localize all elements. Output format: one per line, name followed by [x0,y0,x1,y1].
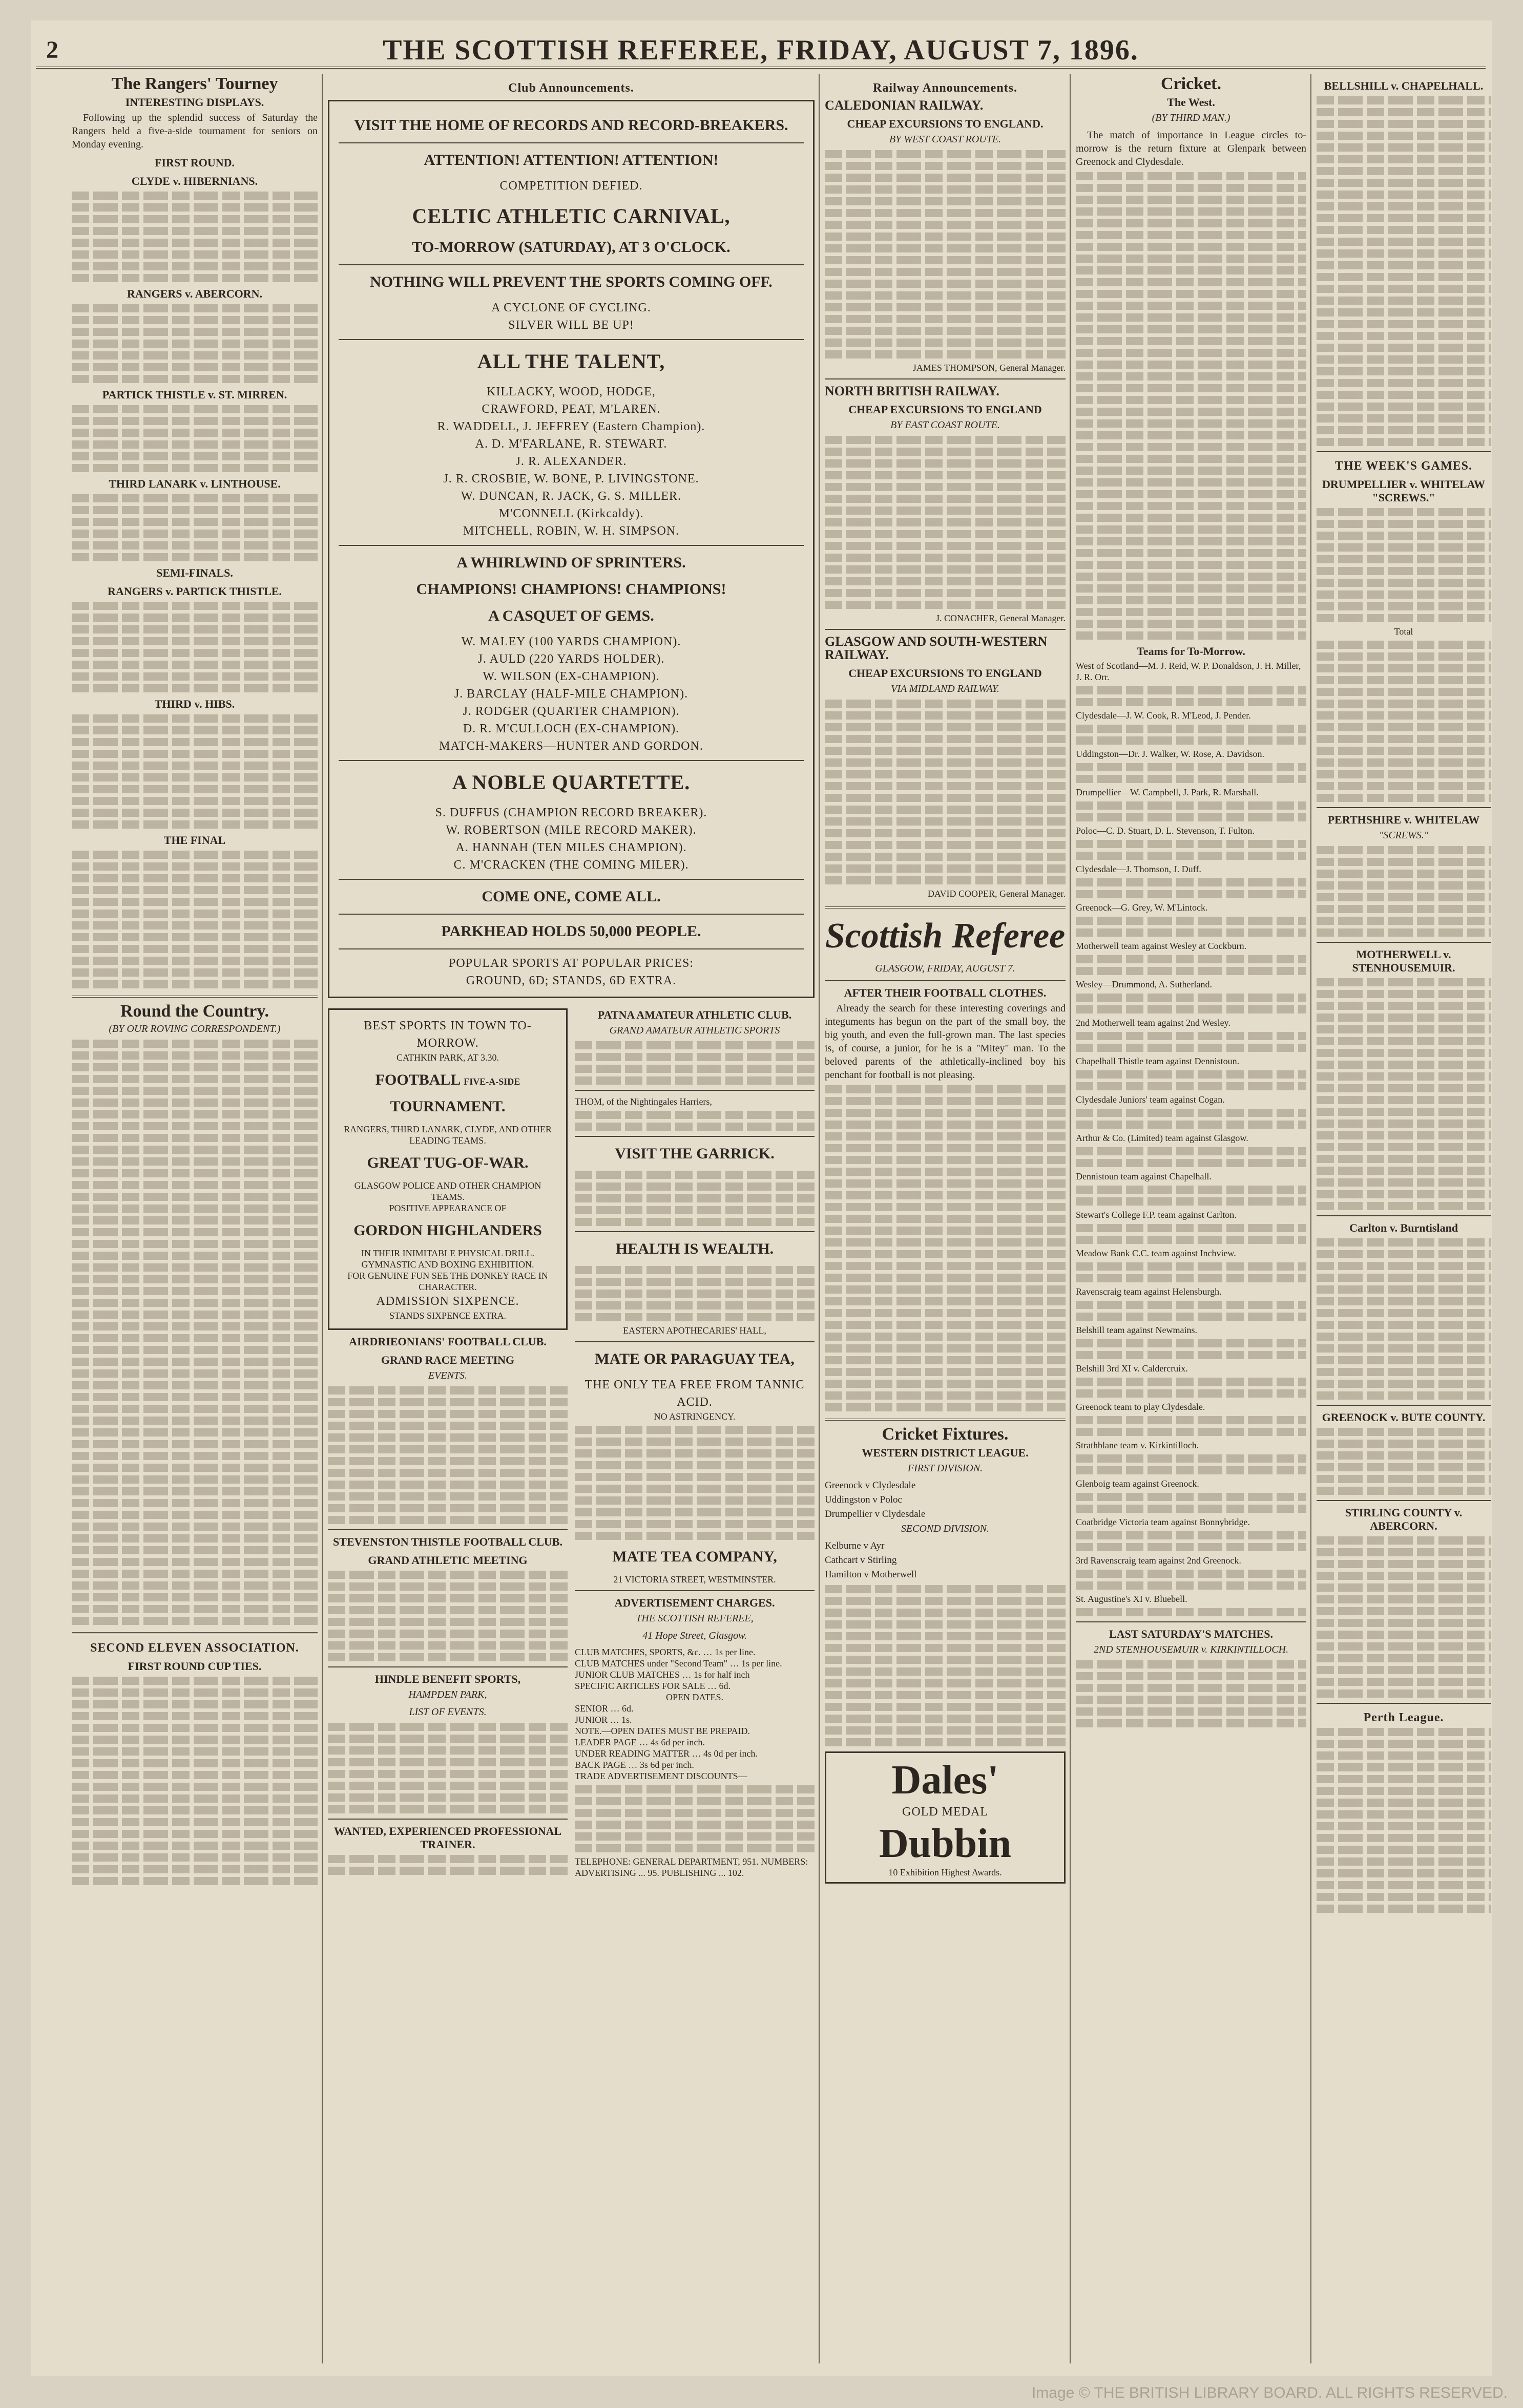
nothing-prevent: NOTHING WILL PREVENT THE SPORTS COMING OFF. [370,273,773,290]
team-entry: Clydesdale—J. W. Cook, R. M'Leod, J. Pender. [1076,710,1251,721]
drumpellier-heading: DRUMPELLIER v. WHITELAW "SCREWS." [1322,478,1486,504]
positive-appearance: POSITIVE APPEARANCE OF [389,1203,507,1213]
north-british-route: BY EAST COAST ROUTE. [890,419,1000,431]
quartet-name: S. DUFFUS (CHAMPION RECORD BREAKER). [435,806,707,819]
rate-row: SENIOR … 6d. [575,1703,634,1714]
column-rule [322,74,323,2363]
talent-name: R. WADDELL, J. JEFFREY (Eastern Champion). [437,420,705,433]
perth-league-heading: Perth League. [1363,1711,1444,1724]
team-entry: Belshill 3rd XI v. Caldercruix. [1076,1363,1188,1374]
column-railway [825,74,1066,2363]
caledonian-route: BY WEST COAST ROUTE. [889,134,1002,145]
team-entry: Ravenscraig team against Helensburgh. [1076,1286,1222,1297]
team-entry: Greenock—G. Grey, W. M'Lintock. [1076,902,1208,913]
attention-headline: ATTENTION! ATTENTION! ATTENTION! [424,152,719,168]
rate-row: JUNIOR CLUB MATCHES … 1s for half inch [575,1670,750,1680]
team-entry: Clydesdale—J. Thomson, J. Duff. [1076,864,1201,874]
round-country-heading: Round the Country. [120,1002,269,1021]
team-entry: Clydesdale Juniors' team against Cogan. [1076,1094,1225,1105]
gymnastic-line: GYMNASTIC AND BOXING EXHIBITION. [361,1259,534,1270]
rangers-tourney-subheading: INTERESTING DISPLAYS. [125,96,264,109]
rangers-intro: Following up the splendid success of Saturday the Rangers held a five-a-side tournament for seniors on Monday evening. [72,112,318,150]
rangers-tourney-heading: The Rangers' Tourney [111,74,278,93]
gem-name: W. MALEY (100 YARDS CHAMPION). [461,635,681,648]
no-astringency: NO ASTRINGENCY. [654,1411,736,1422]
motherwell-heading: MOTHERWELL v. STENHOUSEMUIR. [1352,948,1455,974]
team-entry: Meadow Bank C.C. team against Inchview. [1076,1248,1236,1258]
gem-name: MATCH-MAKERS—HUNTER AND GORDON. [439,740,703,753]
gordon-highlanders: GORDON HIGHLANDERS [353,1222,542,1239]
gold-medal-label: GOLD MEDAL [902,1805,988,1819]
newspaper-title: THE SCOTTISH REFEREE, FRIDAY, AUGUST 7, 1896. [383,34,1139,66]
talent-name: M'CONNELL (Kirkcaldy). [498,507,644,520]
round-title: SEMI-FINALS. [156,566,233,579]
quartet-name: W. ROBERTSON (MILE RECORD MAKER). [446,823,697,837]
admission-line: ADMISSION SIXPENCE. [376,1295,519,1308]
rate-row: LEADER PAGE … 4s 6d per inch. [575,1737,705,1747]
stands-line: STANDS SIXPENCE EXTRA. [389,1311,507,1321]
silver-line: SILVER WILL BE UP! [508,319,634,332]
teams-heading: Teams for To-Morrow. [1137,645,1245,658]
railway-header: Railway Announcements. [872,81,1018,95]
greenock-heading: GREENOCK v. BUTE COUNTY. [1322,1411,1486,1424]
grand-athletic-heading: GRAND ATHLETIC MEETING [368,1554,528,1567]
column-cricket [1076,74,1306,2363]
dateline: GLASGOW, FRIDAY, AUGUST 7. [875,963,1015,974]
weeks-games-heading: THE WEEK'S GAMES. [1335,459,1472,473]
cricket-intro: The match of importance in League circles to-morrow is the return fixture at Glenpark between Greenock and Clydesdale. [1076,130,1306,167]
thom-notice: THOM, of the Nightingales Harriers, [575,1096,712,1107]
health-sub: EASTERN APOTHECARIES' HALL, [623,1325,766,1336]
champions-heading: CHAMPIONS! CHAMPIONS! CHAMPIONS! [416,581,726,598]
wanted-heading: WANTED, EXPERIENCED PROFESSIONAL TRAINER. [333,1825,562,1851]
second-eleven-heading: SECOND ELEVEN ASSOCIATION. [90,1641,299,1655]
team-entry: 2nd Motherwell team against 2nd Wesley. [1076,1018,1230,1028]
gsw-route: VIA MIDLAND RAILWAY. [891,683,999,694]
garrick-heading: VISIT THE GARRICK. [615,1145,775,1162]
tournament-label: TOURNAMENT. [390,1098,506,1115]
parkhead-heading: PARKHEAD HOLDS 50,000 PEOPLE. [441,923,701,940]
first-division: FIRST DIVISION. [907,1463,983,1474]
team-entry: Motherwell team against Wesley at Cockburn. [1076,941,1247,951]
quartet-name: C. M'CRACKEN (THE COMING MILER). [453,858,689,872]
popular-sports: POPULAR SPORTS AT POPULAR PRICES: [449,957,694,970]
mate-company: MATE TEA COMPANY, [612,1548,777,1565]
dubbin-brand: Dubbin [879,1821,1011,1866]
mate-sub: THE ONLY TEA FREE FROM TANNIC ACID. [585,1378,805,1409]
column-rule [1310,74,1311,2363]
health-heading: HEALTH IS WEALTH. [615,1240,774,1257]
adv-paper: THE SCOTTISH REFEREE, [636,1613,754,1624]
match-title: RANGERS v. PARTICK THISTLE. [107,585,282,598]
gem-name: J. RODGER (QUARTER CHAMPION). [463,705,680,718]
carlton-heading: Carlton v. Burntisland [1349,1221,1458,1234]
team-entry: Arthur & Co. (Limited) team against Glasgow. [1076,1133,1248,1143]
adv-charges-heading: ADVERTISEMENT CHARGES. [614,1596,775,1609]
competition-defied: COMPETITION DEFIED. [499,179,643,193]
rate-row: SPECIFIC ARTICLES FOR SALE … 6d. [575,1681,731,1691]
teams-line: RANGERS, THIRD LANARK, CLYDE, AND OTHER LEADING TEAMS. [344,1124,552,1146]
trade-discounts: TRADE ADVERTISEMENT DISCOUNTS— [575,1771,747,1781]
score-match-heading: BELLSHILL v. CHAPELHALL. [1324,79,1484,92]
football-label: FOOTBALL [375,1071,460,1088]
copyright-watermark: Image © THE BRITISH LIBRARY BOARD. ALL RIGHTS RESERVED. [1031,2384,1508,2401]
stenhouse-match: 2ND STENHOUSEMUIR v. KIRKINTILLOCH. [1093,1644,1289,1655]
gsw-heading: GLASGOW AND SOUTH-WESTERN RAILWAY. [825,634,1048,662]
come-one-heading: COME ONE, COME ALL. [482,888,661,905]
team-entry: Wesley—Drummond, A. Sutherland. [1076,979,1213,989]
team-entry: Poloc—C. D. Stuart, D. L. Stevenson, T. Fulton. [1076,826,1255,836]
gem-name: D. R. M'CULLOCH (EX-CHAMPION). [463,722,680,735]
fixture-row: Hamilton v Motherwell [825,1569,917,1580]
celtic-carnival-ad [328,100,815,998]
list-events-label: LIST OF EVENTS. [409,1706,487,1718]
column-scores [1317,74,1491,2363]
match-title: CLYDE v. HIBERNIANS. [131,175,258,187]
round-country-byline: (BY OUR ROVING CORRESPONDENT.) [109,1023,281,1034]
column-club-announcements [328,74,815,2363]
caledonian-heading: CALEDONIAN RAILWAY. [825,98,984,113]
team-entry: Dennistoun team against Chapelhall. [1076,1171,1212,1181]
adv-address: 41 Hope Street, Glasgow. [642,1630,747,1641]
article-heading: AFTER THEIR FOOTBALL CLOTHES. [844,986,1047,999]
whirlwind-heading: A WHIRLWIND OF SPRINTERS. [456,554,686,571]
cyclone-line: A CYCLONE OF CYCLING. [491,301,651,314]
rate-row: JUNIOR … 1s. [575,1715,632,1725]
north-british-heading: NORTH BRITISH RAILWAY. [825,384,999,398]
five-a-side-label: FIVE-A-SIDE [464,1076,520,1087]
talent-name: J. R. ALEXANDER. [515,455,627,468]
telephone-numbers: TELEPHONE: GENERAL DEPARTMENT, 951. NUMBERS: ADVERTISING ... 95. PUBLISHING ... 102. [575,1856,808,1878]
note-line: NOTE.—OPEN DATES MUST BE PREPAID. [575,1726,750,1736]
caledonian-sub: CHEAP EXCURSIONS TO ENGLAND. [847,117,1044,130]
prices-line: GROUND, 6D; STANDS, 6D EXTRA. [466,974,677,987]
talent-name: A. D. M'FARLANE, R. STEWART. [475,437,667,451]
best-sports: BEST SPORTS IN TOWN TO-MORROW. [364,1019,532,1050]
tug-of-war: GREAT TUG-OF-WAR. [367,1154,529,1171]
visit-headline: VISIT THE HOME OF RECORDS AND RECORD-BREAKERS. [354,117,788,134]
gem-name: W. WILSON (EX-CHAMPION). [483,670,660,683]
column-rangers-tourney [72,74,318,2363]
western-league: WESTERN DISTRICT LEAGUE. [862,1446,1029,1459]
dales-dubbin-ad [825,1751,1066,1884]
total-label: Total [1394,626,1413,637]
genuine-fun: FOR GENUINE FUN SEE THE DONKEY RACE IN CHARACTER. [347,1271,548,1292]
team-entry: Coatbridge Victoria team against Bonnybridge. [1076,1517,1250,1527]
masthead [36,31,1486,69]
hindle-heading: HINDLE BENEFIT SPORTS, [374,1673,521,1685]
rate-row: OPEN DATES. [665,1692,723,1702]
team-entry: Stewart's College F.P. team against Carlton. [1076,1210,1237,1220]
fixture-row: Uddingston v Poloc [825,1494,902,1505]
rate-row: UNDER READING MATTER … 4s 0d per inch. [575,1748,758,1759]
cricket-sub: The West. [1167,96,1215,109]
talent-heading: ALL THE TALENT, [477,350,665,373]
celtic-carnival-title: CELTIC ATHLETIC CARNIVAL, [412,204,731,227]
round-title: THE FINAL [163,834,226,847]
fixture-row: Drumpellier v Clydesdale [825,1509,926,1519]
quartette-heading: A NOBLE QUARTETTE. [452,771,691,794]
team-entry: Chapelhall Thistle team against Dennistoun. [1076,1056,1240,1066]
hampden-label: HAMPDEN PARK, [408,1689,487,1700]
column-rule [1070,74,1071,2363]
match-title: RANGERS v. ABERCORN. [127,287,263,300]
team-entry: Greenock team to play Clydesdale. [1076,1402,1205,1412]
cathkin-line: CATHKIN PARK, AT 3.30. [396,1052,499,1063]
column-rule [819,74,820,2363]
team-entry: Strathblane team v. Kirkintilloch. [1076,1440,1199,1450]
perthshire-sub: "SCREWS." [1379,830,1429,841]
dales-brand: Dales' [891,1758,999,1803]
patna-heading: PATNA AMATEUR ATHLETIC CLUB. [597,1008,792,1021]
page-number: 2 [46,36,58,64]
talent-name: KILLACKY, WOOD, HODGE, [487,385,656,398]
gordon-sub: IN THEIR INIMITABLE PHYSICAL DRILL. [361,1248,535,1258]
north-british-sub: CHEAP EXCURSIONS TO ENGLAND [848,403,1042,416]
fixture-row: Cathcart v Stirling [825,1555,897,1566]
cathkin-sports-ad [328,1008,568,1330]
casquet-heading: A CASQUET OF GEMS. [488,607,654,624]
carnival-time: TO-MORROW (SATURDAY), AT 3 O'CLOCK. [412,239,731,256]
stirling-heading: STIRLING COUNTY v. ABERCORN. [1345,1506,1463,1532]
patna-sub: GRAND AMATEUR ATHLETIC SPORTS [609,1025,780,1036]
gsw-sub: CHEAP EXCURSIONS TO ENGLAND [848,667,1042,680]
team-entry: Uddingston—Dr. J. Walker, W. Rose, A. Davidson. [1076,749,1264,759]
team-entry: Drumpellier—W. Campbell, J. Park, R. Marshall. [1076,787,1259,797]
team-entry: Glenboig team against Greenock. [1076,1478,1199,1489]
club-announcements-header: Club Announcements. [508,81,634,95]
second-division: SECOND DIVISION. [901,1523,990,1534]
last-saturday-heading: LAST SATURDAY'S MATCHES. [1109,1628,1274,1640]
quartet-name: A. HANNAH (TEN MILES CHAMPION). [455,841,687,854]
rate-row: CLUB MATCHES under "Second Team" … 1s per line. [575,1658,782,1668]
fixture-row: Greenock v Clydesdale [825,1480,916,1491]
tug-sub: GLASGOW POLICE AND OTHER CHAMPION TEAMS. [354,1180,541,1202]
exhibition-label: 10 Exhibition Highest Awards. [888,1867,1002,1877]
talent-name: J. R. CROSBIE, W. BONE, P. LIVINGSTONE. [443,472,699,485]
mate-heading: MATE OR PARAGUAY TEA, [595,1350,795,1367]
talent-name: W. DUNCAN, R. JACK, G. S. MILLER. [461,490,682,503]
airdrie-heading: AIRDRIEONIANS' FOOTBALL CLUB. [349,1335,547,1348]
match-title: PARTICK THISTLE v. ST. MIRREN. [102,388,287,401]
round-title: FIRST ROUND. [154,156,235,169]
team-entry: 3rd Ravenscraig team against 2nd Greenock. [1076,1555,1241,1566]
perthshire-heading: PERTHSHIRE v. WHITELAW [1327,813,1480,826]
article-body: Already the search for these interesting coverings and integuments has begun on the part of the small boy, the big youth, and even the full-grown man. The last species is, of course, a junior, for he is a "Mitey" man. To the beloved parents of the athletically-inclined boy his penchant for football is not pleasing. [825,1003,1066,1081]
events-label: EVENTS. [428,1370,468,1381]
talent-name: MITCHELL, ROBIN, W. H. SIMPSON. [463,524,680,538]
team-entry: West of Scotland—M. J. Reid, W. P. Donaldson, J. H. Miller, J. R. Orr. [1076,661,1301,682]
gsw-sign: DAVID COOPER, General Manager. [927,889,1066,899]
scottish-referee-logo: Scottish Referee [825,916,1066,956]
north-british-sign: J. CONACHER, General Manager. [936,613,1066,623]
cricket-fixtures-heading: Cricket Fixtures. [882,1425,1009,1444]
stevenston-heading: STEVENSTON THISTLE FOOTBALL CLUB. [333,1535,562,1548]
gem-name: J. BARCLAY (HALF-MILE CHAMPION). [454,687,689,701]
match-title: THIRD v. HIBS. [154,698,235,710]
team-entry: St. Augustine's XI v. Bluebell. [1076,1594,1187,1604]
grand-race-heading: GRAND RACE MEETING [381,1354,515,1366]
caledonian-sign: JAMES THOMPSON, General Manager. [912,363,1066,373]
mate-address: 21 VICTORIA STREET, WESTMINSTER. [613,1574,776,1585]
rate-row: CLUB MATCHES, SPORTS, &c. … 1s per line. [575,1647,756,1657]
cricket-byline: (BY THIRD MAN.) [1152,112,1230,123]
gem-name: J. AULD (220 YARDS HOLDER). [477,652,665,666]
cricket-heading: Cricket. [1160,74,1221,93]
rate-row: BACK PAGE … 3s 6d per inch. [575,1760,694,1770]
match-title: THIRD LANARK v. LINTHOUSE. [109,477,281,490]
fixture-row: Kelburne v Ayr [825,1540,885,1551]
cup-ties-heading: FIRST ROUND CUP TIES. [128,1660,262,1673]
talent-name: CRAWFORD, PEAT, M'LAREN. [482,403,661,416]
team-entry: Belshill team against Newmains. [1076,1325,1197,1335]
